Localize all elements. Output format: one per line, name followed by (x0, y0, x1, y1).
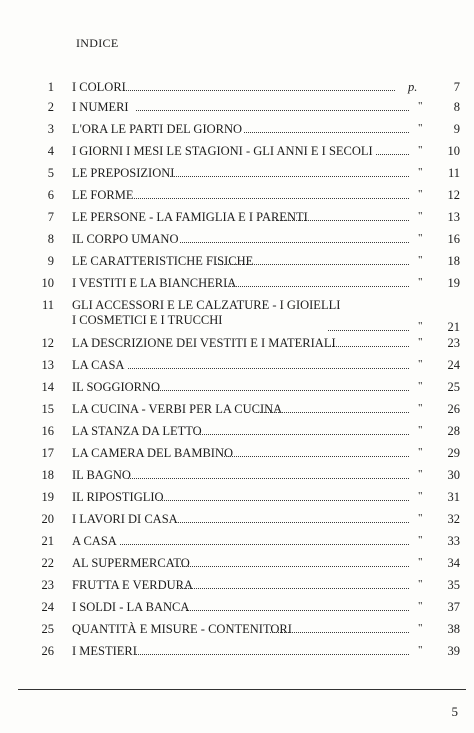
toc-row (0, 298, 474, 334)
dot-leader (176, 522, 409, 523)
toc-entry-title (72, 578, 195, 593)
toc-entry-title (72, 622, 294, 637)
ditto-mark: " (418, 556, 423, 568)
toc-entry-title (72, 298, 342, 328)
toc-entry-title (72, 512, 180, 527)
toc-title-text: IL CORPO UMANO (72, 232, 179, 246)
toc-page-number: 26 (447, 402, 460, 416)
toc-title-text: LE FORME (72, 188, 134, 202)
dot-leader (180, 242, 409, 243)
dot-leader (180, 588, 409, 589)
toc-title-text: I GIORNI I MESI LE STAGIONI - GLI ANNI E I SECOLI (72, 144, 373, 158)
toc-title-text: LA CUCINA - VERBI PER LA CUCINA (72, 402, 283, 416)
toc-page-number: 33 (447, 534, 460, 548)
ditto-mark: " (418, 534, 423, 546)
toc-number: 21 (41, 534, 54, 548)
dot-leader (136, 654, 409, 655)
toc-title-continuation: I COSMETICI E I TRUCCHI (72, 313, 342, 328)
ditto-mark: " (418, 122, 423, 134)
toc-page-number: 25 (447, 380, 460, 394)
toc-row (0, 188, 474, 204)
ditto-mark: " (418, 490, 423, 502)
toc-title-text: LE PERSONE - LA FAMIGLIA E I PARENTI (72, 210, 308, 224)
dot-leader (152, 390, 409, 391)
toc-entry-title (72, 402, 284, 417)
toc-entry-title (72, 254, 255, 269)
toc-row (0, 402, 474, 418)
toc-entry-title (72, 232, 181, 247)
toc-row (0, 556, 474, 572)
toc-title-text: LA DESCRIZIONE DEI VESTITI E I MATERIALI (72, 336, 336, 350)
toc-number: 20 (41, 512, 54, 526)
dot-leader (128, 368, 409, 369)
toc-page-number: 9 (453, 122, 460, 136)
toc-page-number: 37 (447, 600, 460, 614)
toc-number: 26 (41, 644, 54, 658)
toc-number: 23 (41, 578, 54, 592)
toc-page-number: 23 (447, 336, 460, 350)
toc-page-number: 11 (447, 166, 460, 180)
toc-title-text: LA CAMERA DEL BAMBINO (72, 446, 234, 460)
dot-leader (178, 566, 409, 567)
toc-title-text: LA STANZA DA LETTO (72, 424, 202, 438)
toc-title-text: FRUTTA E VERDURA (72, 578, 194, 592)
toc-entry-title (72, 600, 191, 615)
dot-leader (224, 456, 409, 457)
dot-leader (168, 176, 409, 177)
toc-page-number: 31 (447, 490, 460, 504)
toc-row (0, 254, 474, 270)
toc-row (0, 276, 474, 292)
ditto-mark: " (418, 188, 423, 200)
toc-number: 25 (41, 622, 54, 636)
toc-title-text: GLI ACCESSORI E LE CALZATURE - I GIOIELLI (72, 298, 341, 312)
toc-entry-title (72, 644, 139, 659)
dot-leader (124, 90, 395, 91)
toc-page-number: 18 (447, 254, 460, 268)
dot-leader (276, 220, 409, 221)
toc-number: 13 (41, 358, 54, 372)
toc-page-number: 39 (447, 644, 460, 658)
toc-page-number: 16 (447, 232, 460, 246)
page-number: 5 (451, 704, 458, 719)
toc-entry-title (72, 210, 310, 225)
toc-row (0, 122, 474, 138)
toc-number: 22 (41, 556, 54, 570)
toc-number: 7 (47, 210, 54, 224)
toc-title-text: A CASA (72, 534, 117, 548)
toc-entry-title (72, 122, 244, 137)
page-title: INDICE (76, 36, 119, 50)
toc-row (0, 534, 474, 550)
toc-entry-title (72, 144, 375, 159)
toc-row (0, 166, 474, 182)
toc-row (0, 644, 474, 660)
toc-number: 6 (47, 188, 54, 202)
ditto-mark: " (418, 276, 423, 288)
page-prefix: p. (408, 80, 418, 94)
ditto-mark: " (418, 622, 423, 634)
toc-page-number: 24 (447, 358, 460, 372)
toc-row (0, 468, 474, 484)
toc-row (0, 232, 474, 248)
ditto-mark: " (418, 424, 423, 436)
ditto-mark: " (418, 100, 423, 112)
toc-title-text: QUANTITÀ E MISURE - CONTENITORI (72, 622, 292, 636)
dot-leader (270, 632, 409, 633)
dot-leader (158, 500, 409, 501)
ditto-mark: " (418, 446, 423, 458)
toc-row (0, 210, 474, 226)
dot-leader (226, 286, 409, 287)
toc-title-text: I LAVORI DI CASA (72, 512, 178, 526)
toc-title-text: LA CASA (72, 358, 125, 372)
toc-number: 5 (47, 166, 54, 180)
dot-leader (136, 110, 409, 111)
toc-entry-title (72, 188, 135, 203)
toc-page-number: 8 (453, 100, 460, 114)
toc-number: 4 (47, 144, 54, 158)
dot-leader (196, 434, 409, 435)
ditto-mark: " (418, 144, 423, 156)
toc-row (0, 424, 474, 440)
ditto-mark: " (418, 358, 423, 370)
toc-title-text: LE PREPOSIZIONI (72, 166, 175, 180)
toc-number: 10 (41, 276, 54, 290)
toc-page-number: 32 (447, 512, 460, 526)
toc-title-text: I MESTIERI (72, 644, 137, 658)
toc-entry-title (72, 80, 128, 95)
footer-rule (18, 689, 466, 690)
dot-leader (256, 412, 409, 413)
toc-number: 8 (47, 232, 54, 246)
dot-leader (328, 330, 409, 331)
ditto-mark: " (418, 644, 423, 656)
ditto-mark: " (418, 320, 423, 332)
toc-row (0, 336, 474, 352)
toc-row (0, 578, 474, 594)
toc-title-text: IL RIPOSTIGLIO (72, 490, 164, 504)
toc-page-number: 35 (447, 578, 460, 592)
toc-title-text: I NUMERI (72, 100, 129, 114)
toc-number: 18 (41, 468, 54, 482)
toc-number: 2 (47, 100, 54, 114)
toc-row (0, 380, 474, 396)
ditto-mark: " (418, 254, 423, 266)
toc-number: 1 (47, 80, 54, 94)
toc-entry-title (72, 490, 166, 505)
dot-leader (186, 610, 409, 611)
toc-number: 11 (41, 298, 54, 312)
toc-page-number: 19 (447, 276, 460, 290)
toc-number: 14 (41, 380, 54, 394)
ditto-mark: " (418, 232, 423, 244)
toc-number: 19 (41, 490, 54, 504)
dot-leader (134, 198, 409, 199)
toc-row (0, 144, 474, 160)
dot-leader (120, 544, 409, 545)
dot-leader (328, 346, 409, 347)
toc-page-number: 13 (447, 210, 460, 224)
dot-leader (376, 154, 409, 155)
toc-entry-title (72, 556, 192, 571)
toc-page-number: 38 (447, 622, 460, 636)
dot-leader (216, 264, 409, 265)
toc-entry-title (72, 424, 204, 439)
toc-title-text: I SOLDI - LA BANCA (72, 600, 190, 614)
toc-page-number: 7 (453, 80, 460, 94)
toc-number: 12 (41, 336, 54, 350)
toc-entry-title (72, 166, 176, 181)
toc-entry-title (72, 100, 131, 115)
toc-entry-title (72, 534, 119, 549)
ditto-mark: " (418, 402, 423, 414)
toc-page-number: 12 (447, 188, 460, 202)
toc-entry-title (72, 468, 133, 483)
toc-title-text: I COLORI (72, 80, 126, 94)
toc-number: 16 (41, 424, 54, 438)
ditto-mark: " (418, 468, 423, 480)
toc-title-text: I VESTITI E LA BIANCHERIA (72, 276, 237, 290)
toc-title-text: AL SUPERMERCATO (72, 556, 190, 570)
toc-entry-title (72, 380, 162, 395)
toc-page-number: 10 (447, 144, 460, 158)
toc-row (0, 490, 474, 506)
toc-row (0, 446, 474, 462)
toc-row (0, 512, 474, 528)
toc-title-text: LE CARATTERISTICHE FISICHE (72, 254, 254, 268)
toc-entry-title (72, 276, 238, 291)
toc-number: 17 (41, 446, 54, 460)
toc-row (0, 358, 474, 374)
ditto-mark: " (418, 336, 423, 348)
ditto-mark: " (418, 600, 423, 612)
toc-title-text: IL BAGNO (72, 468, 131, 482)
dot-leader (244, 132, 409, 133)
toc-row (0, 622, 474, 638)
toc-number: 9 (47, 254, 54, 268)
ditto-mark: " (418, 210, 423, 222)
toc-page-number: 34 (447, 556, 460, 570)
ditto-mark: " (418, 380, 423, 392)
toc-title-text: L'ORA LE PARTI DEL GIORNO (72, 122, 243, 136)
toc-page-number: 30 (447, 468, 460, 482)
toc-entry-title (72, 358, 126, 373)
toc-row (0, 600, 474, 616)
toc-entry-title (72, 446, 235, 461)
toc-number: 15 (41, 402, 54, 416)
toc-number: 3 (47, 122, 54, 136)
toc-page-number: 29 (447, 446, 460, 460)
dot-leader (128, 478, 409, 479)
ditto-mark: " (418, 578, 423, 590)
toc-page-number: 28 (447, 424, 460, 438)
toc-row (0, 100, 474, 116)
toc-entry-title (72, 336, 338, 351)
toc-row (0, 80, 474, 96)
ditto-mark: " (418, 512, 423, 524)
toc-page-number: 21 (447, 320, 460, 334)
toc-number: 24 (41, 600, 54, 614)
toc-title-text: IL SOGGIORNO (72, 380, 161, 394)
ditto-mark: " (418, 166, 423, 178)
